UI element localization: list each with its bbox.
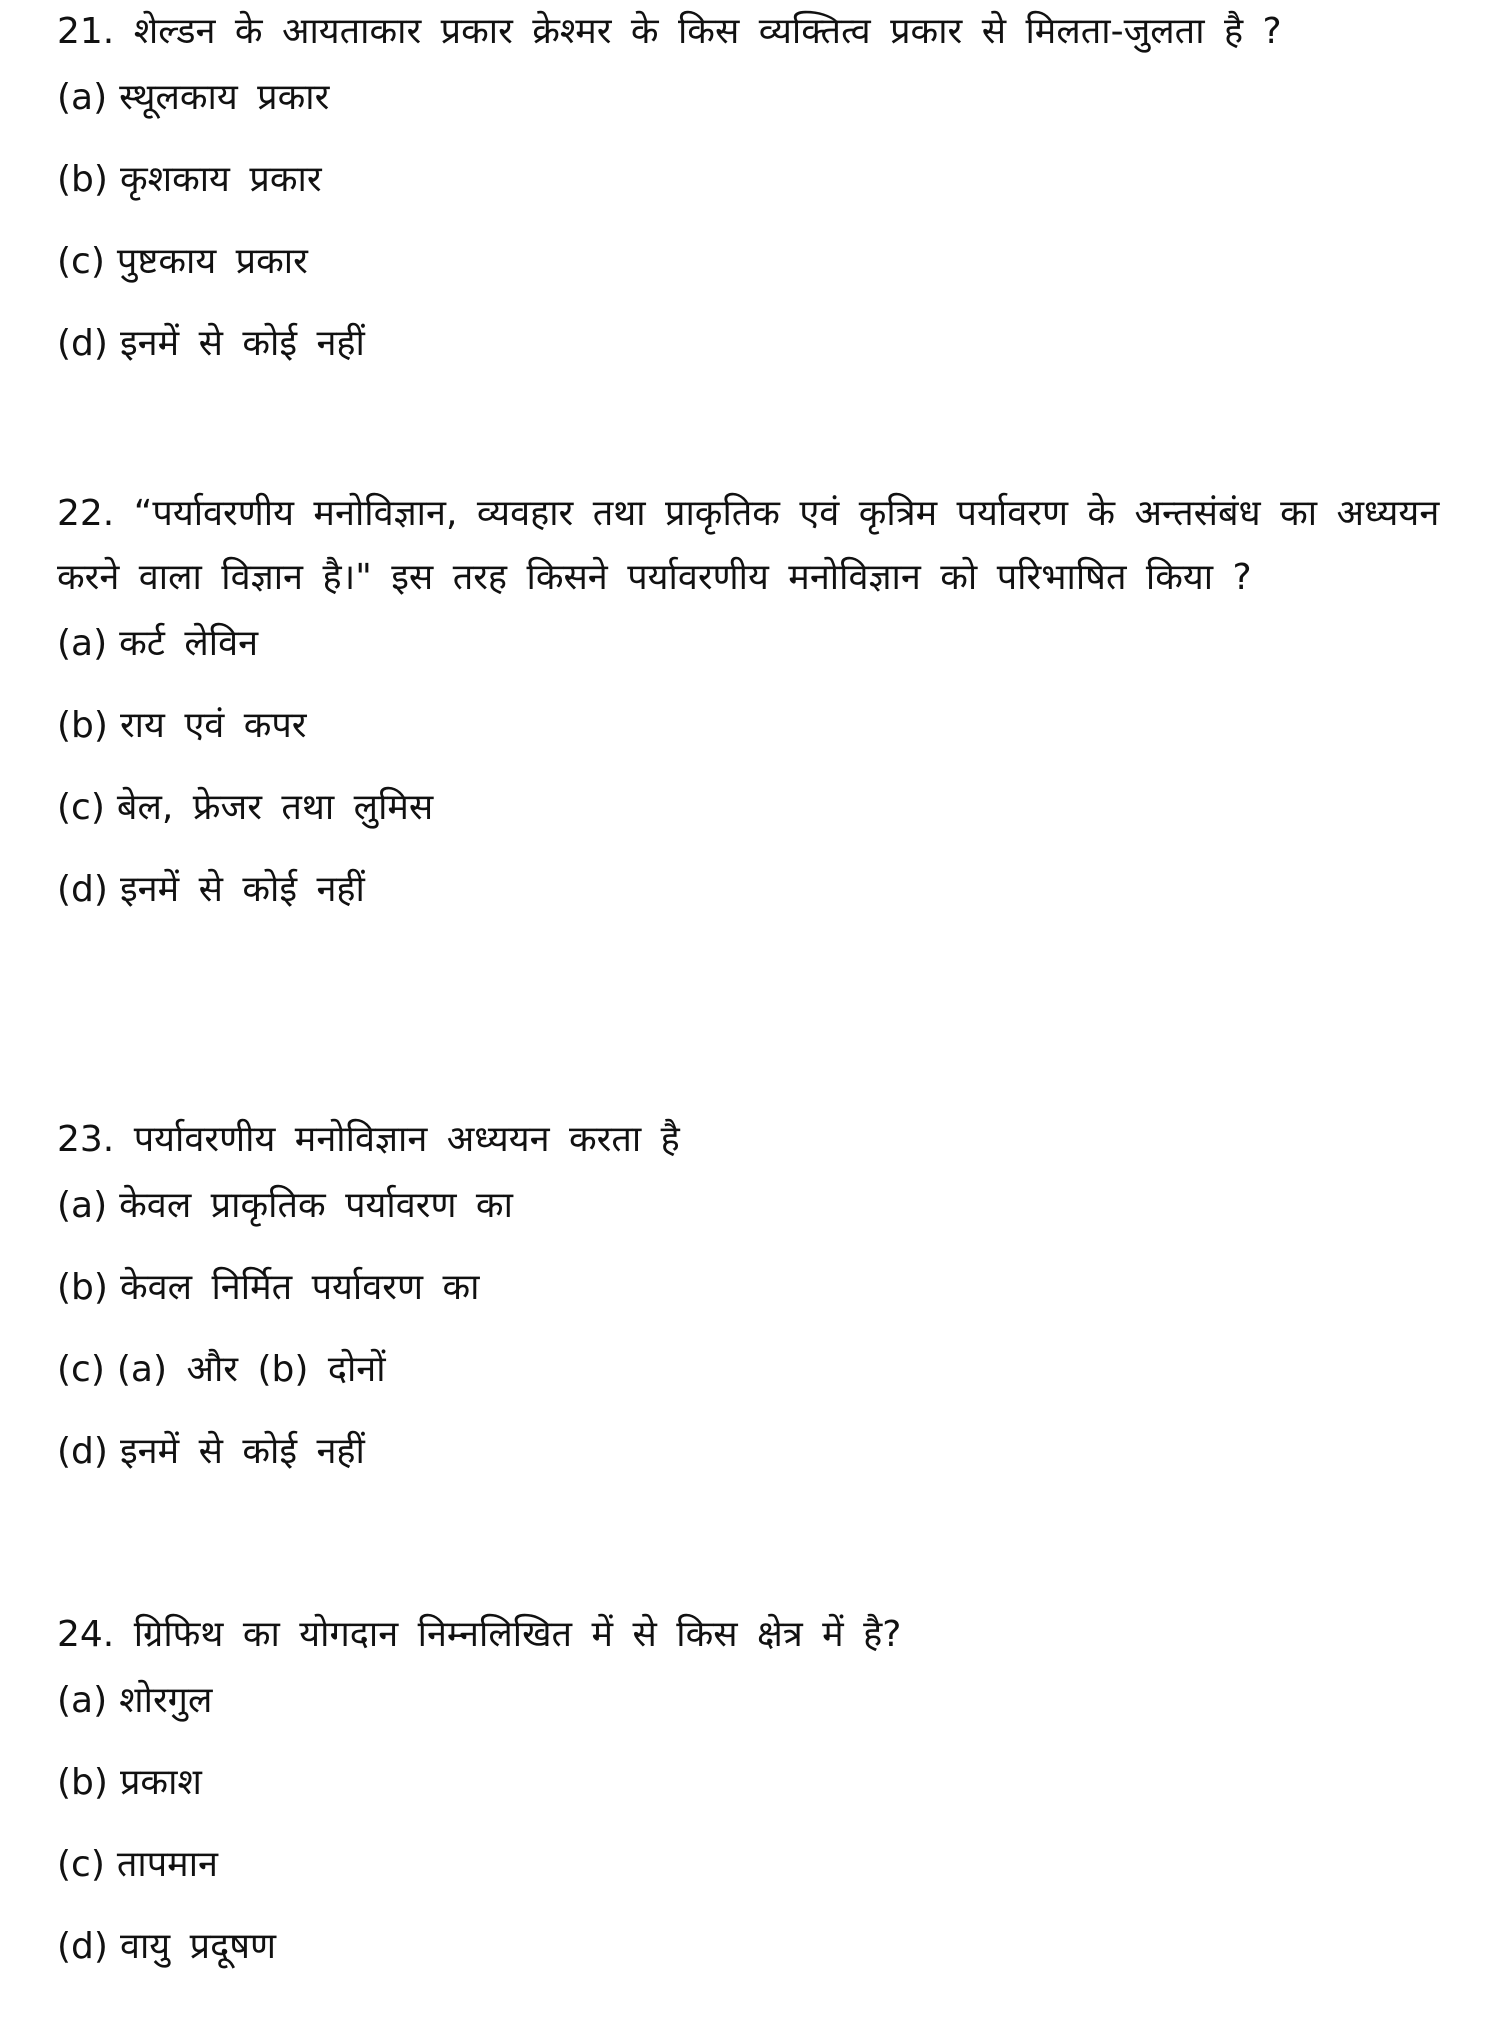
option-text: इनमें से कोई नहीं	[119, 869, 365, 910]
option-a	[57, 620, 1447, 668]
option-key: (c)	[57, 1349, 105, 1390]
option-key: (a)	[57, 1680, 108, 1721]
option-key: (d)	[57, 869, 108, 910]
option-b	[57, 1759, 1447, 1807]
option-key: (b)	[57, 1762, 108, 1803]
option-text: कृशकाय प्रकार	[119, 159, 322, 200]
question-body: ग्रिफिथ का योगदान निम्नलिखित में से किस क्षेत्र में है?	[133, 1614, 902, 1655]
option-key: (c)	[57, 1844, 105, 1885]
option-text: इनमें से कोई नहीं	[119, 323, 365, 364]
question-21	[57, 0, 1447, 402]
option-key: (d)	[57, 1926, 108, 1967]
question-body: शेल्डन के आयताकार प्रकार क्रेश्मर के किस व्यक्तित्व प्रकार से मिलता-जुलता है ?	[133, 11, 1282, 52]
option-key: (b)	[57, 1267, 108, 1308]
option-text: वायु प्रदूषण	[119, 1926, 277, 1967]
option-a	[57, 1677, 1447, 1725]
option-text: केवल निर्मित पर्यावरण का	[119, 1267, 480, 1308]
question-body: पर्यावरणीय मनोविज्ञान अध्ययन करता है	[133, 1119, 680, 1160]
option-text: राय एवं कपर	[119, 705, 307, 746]
option-c	[57, 1841, 1447, 1889]
question-text	[57, 0, 1447, 64]
option-a	[57, 74, 1447, 122]
option-key: (c)	[57, 241, 105, 282]
options-list	[57, 1677, 1447, 1971]
option-d	[57, 1428, 1447, 1476]
question-23	[57, 1108, 1447, 1510]
option-text: स्थूलकाय प्रकार	[119, 77, 330, 118]
question-22	[57, 482, 1447, 948]
question-body: “पर्यावरणीय मनोविज्ञान, व्यवहार तथा प्राकृतिक एवं कृत्रिम पर्यावरण के अन्तसंबंध का अध्ययन करने वाला विज्ञान है।" इस तरह किसने पर्यावरणीय मनोविज्ञान को परिभाषित किया ?	[57, 493, 1440, 598]
option-key: (b)	[57, 705, 108, 746]
option-d	[57, 1923, 1447, 1971]
option-text: (a) और (b) दोनों	[116, 1349, 386, 1390]
question-text	[57, 1108, 1447, 1172]
option-b	[57, 702, 1447, 750]
option-key: (a)	[57, 623, 108, 664]
question-text	[57, 482, 1447, 610]
option-text: बेल, फ्रेजर तथा लुमिस	[116, 787, 434, 828]
option-c	[57, 238, 1447, 286]
question-number: 24.	[57, 1614, 115, 1655]
option-key: (d)	[57, 323, 108, 364]
option-key: (a)	[57, 77, 108, 118]
option-key: (c)	[57, 787, 105, 828]
options-list	[57, 620, 1447, 914]
options-list	[57, 1182, 1447, 1476]
option-text: प्रकाश	[119, 1762, 202, 1803]
option-text: इनमें से कोई नहीं	[119, 1431, 365, 1472]
question-text	[57, 1603, 1447, 1667]
option-d	[57, 320, 1447, 368]
option-key: (a)	[57, 1185, 108, 1226]
option-d	[57, 866, 1447, 914]
option-text: केवल प्राकृतिक पर्यावरण का	[119, 1185, 513, 1226]
option-b	[57, 156, 1447, 204]
option-c	[57, 1346, 1447, 1394]
options-list	[57, 74, 1447, 368]
question-number: 23.	[57, 1119, 115, 1160]
option-text: शोरगुल	[119, 1680, 213, 1721]
option-b	[57, 1264, 1447, 1312]
question-number: 22.	[57, 493, 115, 534]
question-24	[57, 1603, 1447, 2005]
option-key: (b)	[57, 159, 108, 200]
option-text: तापमान	[116, 1844, 219, 1885]
option-text: पुष्टकाय प्रकार	[116, 241, 308, 282]
question-number: 21.	[57, 11, 115, 52]
option-key: (d)	[57, 1431, 108, 1472]
option-a	[57, 1182, 1447, 1230]
option-c	[57, 784, 1447, 832]
option-text: कर्ट लेविन	[119, 623, 259, 664]
